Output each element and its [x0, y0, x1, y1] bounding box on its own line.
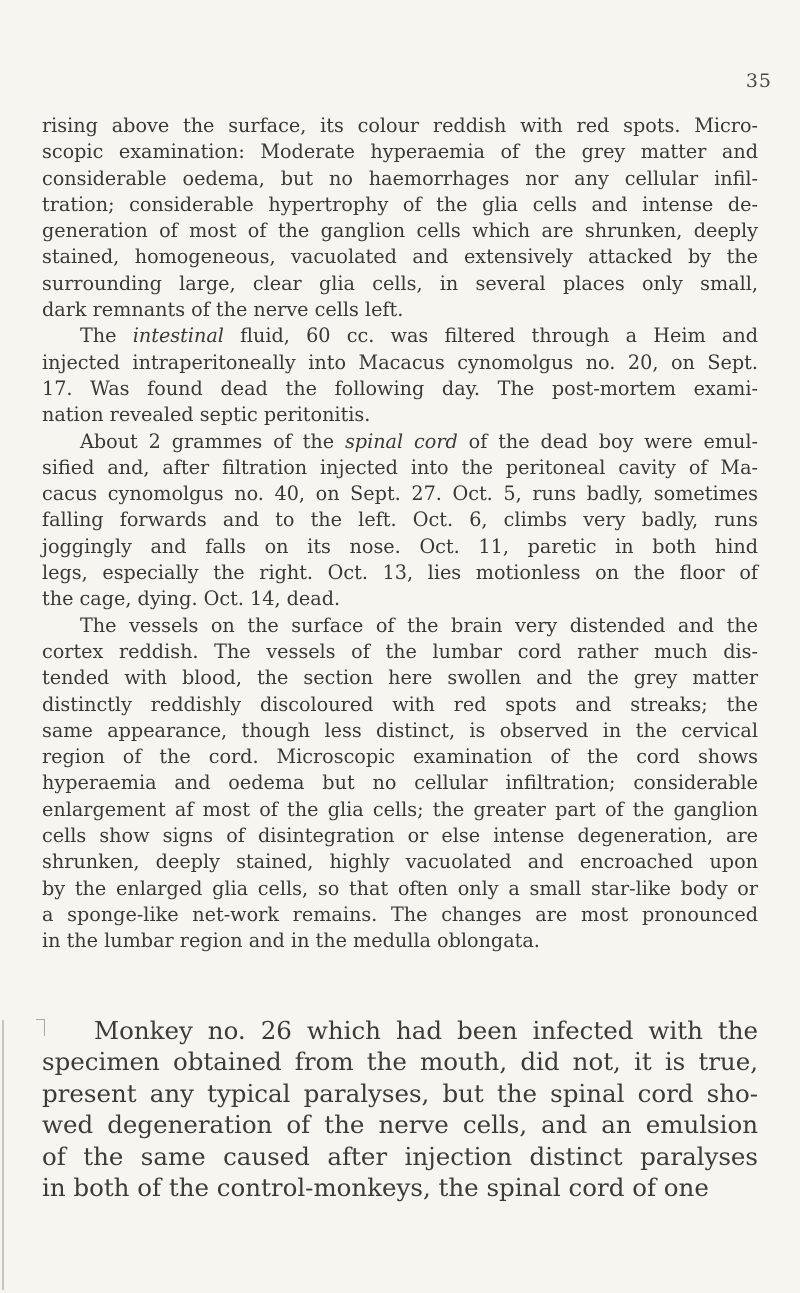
- text-line: surrounding large, clear glia cells, in several places only small,: [42, 271, 758, 295]
- text-line: 17. Was found dead the following day. The post-mortem exami-: [42, 376, 758, 400]
- text-line: cells show signs of disintegration or else intense degeneration, are: [42, 824, 758, 848]
- text-line: hyperaemia and oedema but no cellular infiltration; considerable: [42, 771, 758, 795]
- main-text-block: [42, 113, 758, 955]
- italic-term: spinal cord: [344, 429, 458, 453]
- text-line: injected intraperitoneally into Macacus cynomolgus no. 20, on Sept.: [42, 350, 758, 374]
- paragraph-intestinal-fluid: [42, 323, 758, 428]
- paragraph-microscopic: [42, 113, 758, 323]
- margin-scan-line: [2, 1020, 4, 1290]
- text-line: joggingly and falls on its nose. Oct. 11, paretic in both hind: [42, 534, 758, 558]
- text-line: The vessels on the surface of the brain very distended and the: [80, 613, 758, 637]
- text-line: sified and, after filtration injected into the peritoneal cavity of Ma-: [42, 455, 758, 479]
- lower-text-block: [42, 1015, 758, 1203]
- text-line: legs, especially the right. Oct. 13, lies motionless on the floor of: [42, 561, 758, 585]
- text-line: rising above the surface, its colour reddish with red spots. Micro-: [42, 114, 758, 137]
- paragraph-monkey-26: [42, 1015, 758, 1203]
- text-line: nation revealed septic peritonitis.: [42, 403, 371, 427]
- paragraph-vessels: [42, 613, 758, 955]
- text-line: of the same caused after injection distinct paralyses: [42, 1141, 758, 1171]
- text-line: distinctly reddishly discoloured with red spots and streaks; the: [42, 692, 758, 716]
- text-line: tended with blood, the section here swollen and the grey matter: [42, 666, 758, 690]
- text-line: wed degeneration of the nerve cells, and an emulsion: [42, 1110, 758, 1140]
- text-line: by the enlarged glia cells, so that often only a small star-like body or: [42, 876, 758, 900]
- text-line: cacus cynomolgus no. 40, on Sept. 27. Oct. 5, runs badly, sometimes: [42, 482, 758, 506]
- text-line: considerable oedema, but no haemorrhages nor any cellular infil-: [42, 166, 758, 190]
- text-line: a sponge-like net-work remains. The changes are most pronounced: [42, 902, 758, 926]
- paragraph-spinal-cord: [42, 429, 758, 613]
- text-line: tration; considerable hypertrophy of the glia cells and intense de-: [42, 192, 758, 216]
- text-line: present any typical paralyses, but the spinal cord sho-: [42, 1078, 758, 1108]
- text-line: falling forwards and to the left. Oct. 6, climbs very badly, runs: [42, 508, 758, 532]
- italic-term: intestinal: [132, 324, 224, 348]
- text-line: cortex reddish. The vessels of the lumbar cord rather much dis-: [42, 639, 758, 663]
- text-line: in the lumbar region and in the medulla oblongata.: [42, 929, 540, 953]
- text-line: About 2 grammes of the spinal cord of the dead boy were emul-: [80, 429, 758, 453]
- text-line: enlargement af most of the glia cells; the greater part of the ganglion: [42, 797, 758, 821]
- text-line: in both of the control-monkeys, the spinal cord of one: [42, 1173, 709, 1203]
- text-line: region of the cord. Microscopic examination of the cord shows: [42, 745, 758, 769]
- text-line: shrunken, deeply stained, highly vacuolated and encroached upon: [42, 850, 758, 874]
- page-number: 35: [745, 70, 772, 92]
- text-line: generation of most of the ganglion cells which are shrunken, deeply: [42, 219, 758, 243]
- text-line: The intestinal fluid, 60 cc. was filtered through a Heim and: [80, 324, 758, 348]
- text-line: scopic examination: Moderate hyperaemia of the grey matter and: [42, 140, 758, 164]
- text-line: specimen obtained from the mouth, did not, it is true,: [42, 1047, 758, 1077]
- text-line: Monkey no. 26 which had been infected with the: [94, 1016, 758, 1045]
- text-line: stained, homogeneous, vacuolated and extensively attacked by the: [42, 245, 758, 269]
- text-line: dark remnants of the nerve cells left.: [42, 298, 404, 322]
- text-line: the cage, dying. Oct. 14, dead.: [42, 587, 341, 611]
- text-line: same appearance, though less distinct, is observed in the cervical: [42, 718, 758, 742]
